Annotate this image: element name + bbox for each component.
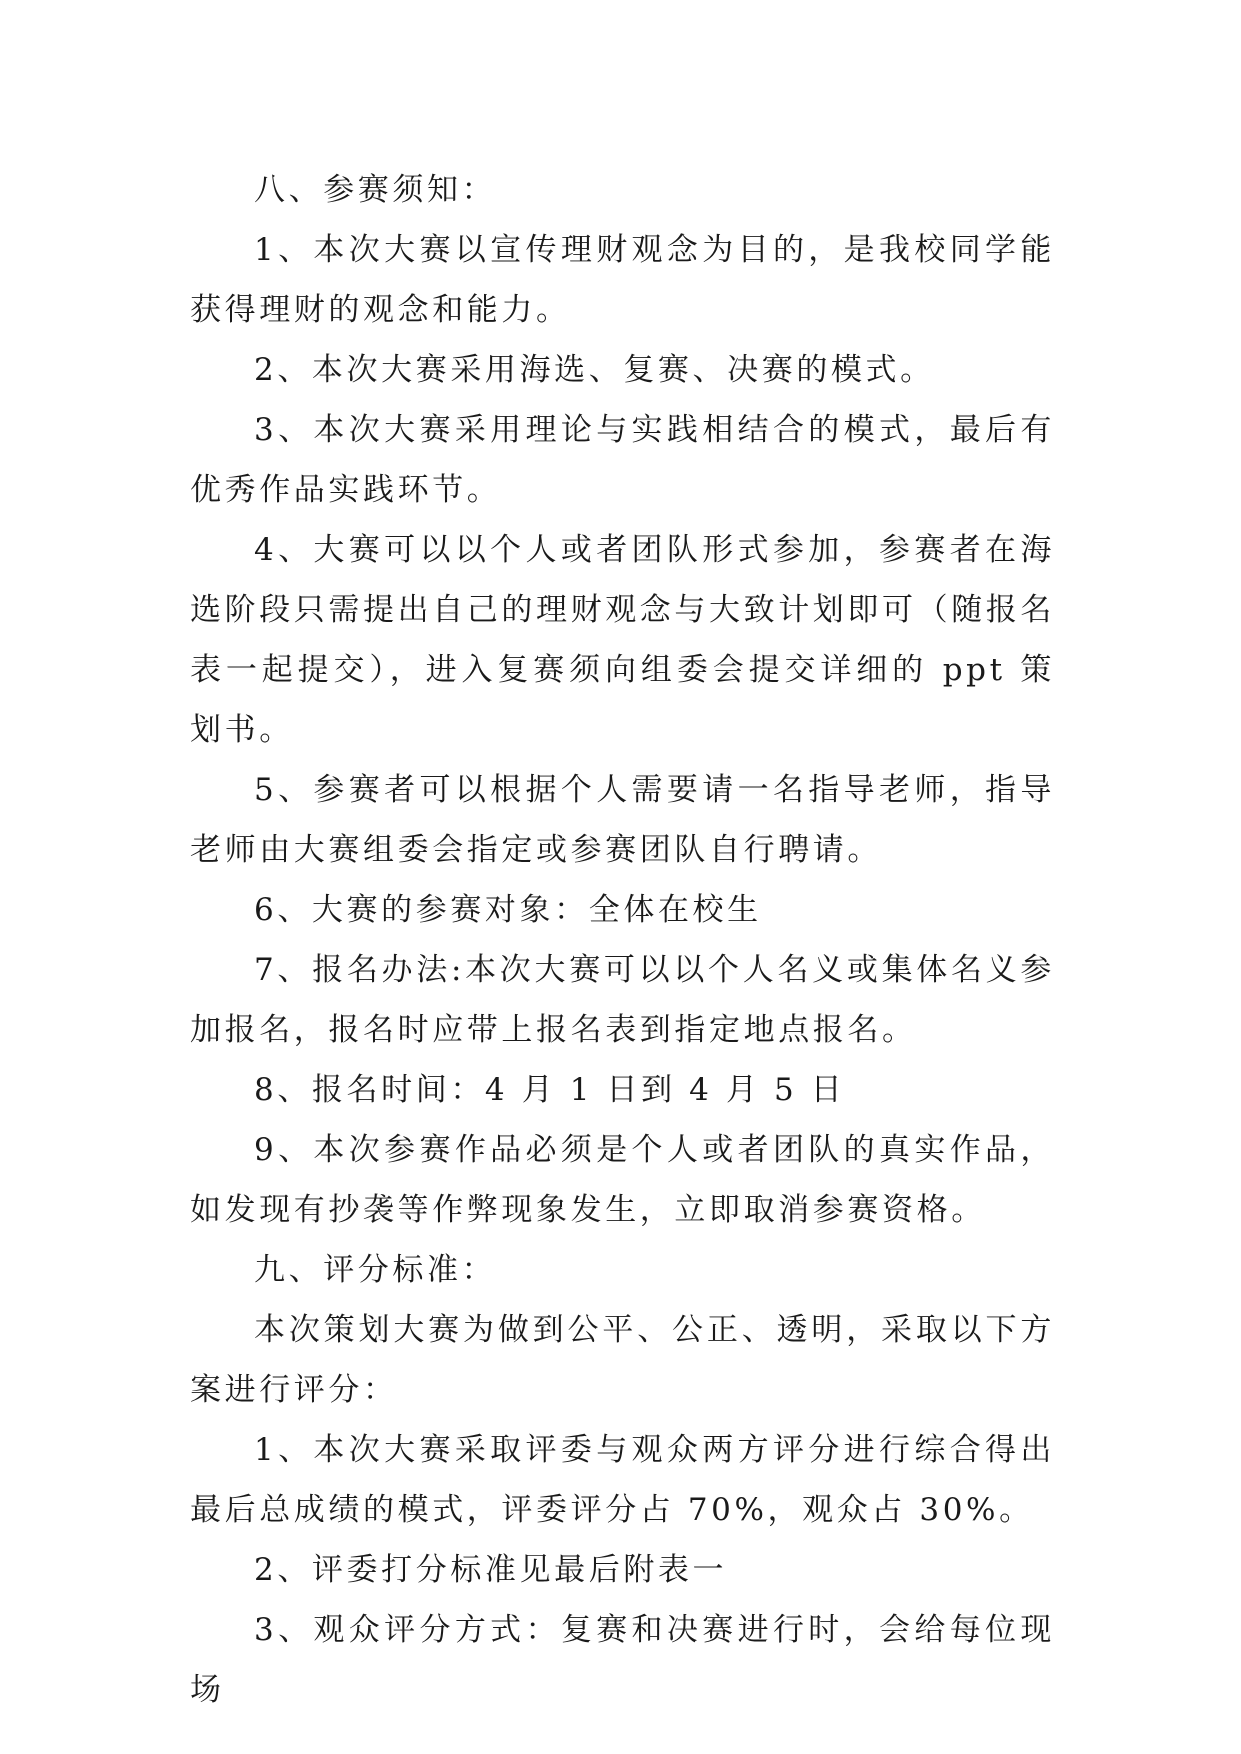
notice-item-4: 4、大赛可以以个人或者团队形式参加，参赛者在海选阶段只需提出自己的理财观念与大致计划即可（随报名表一起提交），进入复赛须向组委会提交详细的 ppt 策划书。 bbox=[190, 532, 1055, 748]
notice-item-3: 3、本次大赛采用理论与实践相结合的模式，最后有优秀作品实践环节。 bbox=[190, 412, 1055, 508]
scoring-item-2: 2、评委打分标准见最后附表一 bbox=[254, 1552, 728, 1588]
notice-item-2: 2、本次大赛采用海选、复赛、决赛的模式。 bbox=[254, 352, 935, 388]
section-heading-entry-notice: 八、参赛须知： bbox=[254, 172, 497, 208]
scoring-item-3: 3、观众评分方式：复赛和决赛进行时，会给每位现场 bbox=[190, 1612, 1055, 1708]
section-heading-scoring: 九、评分标准： bbox=[254, 1252, 497, 1288]
notice-item-7: 7、报名办法:本次大赛可以以个人名义或集体名义参加报名，报名时应带上报名表到指定地点报名。 bbox=[190, 952, 1055, 1048]
scoring-intro: 本次策划大赛为做到公平、公正、透明，采取以下方案进行评分： bbox=[190, 1312, 1055, 1408]
document-page bbox=[190, 160, 1055, 1720]
notice-item-9: 9、本次参赛作品必须是个人或者团队的真实作品，如发现有抄袭等作弊现象发生，立即取消参赛资格。 bbox=[190, 1132, 1055, 1228]
notice-item-8: 8、报名时间：4 月 1 日到 4 月 5 日 bbox=[254, 1072, 846, 1108]
notice-item-6: 6、大赛的参赛对象：全体在校生 bbox=[254, 892, 762, 928]
notice-item-5: 5、参赛者可以根据个人需要请一名指导老师，指导老师由大赛组委会指定或参赛团队自行聘请。 bbox=[190, 772, 1055, 868]
scoring-item-1: 1、本次大赛采取评委与观众两方评分进行综合得出最后总成绩的模式，评委评分占 70%，观众占 30%。 bbox=[190, 1432, 1055, 1528]
notice-item-1: 1、本次大赛以宣传理财观念为目的，是我校同学能获得理财的观念和能力。 bbox=[190, 232, 1055, 328]
